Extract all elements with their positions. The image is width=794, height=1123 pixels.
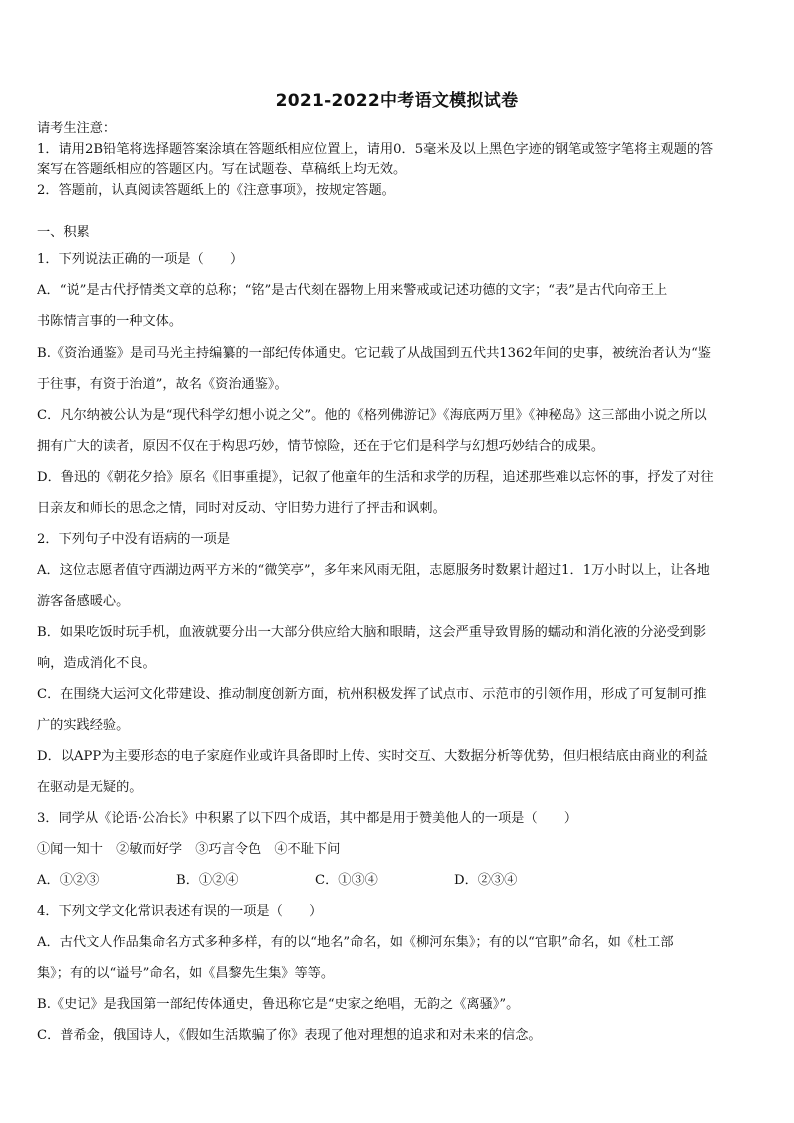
question-stem: 4．下列文学文化常识表述有误的一项是（ ） [37,904,323,919]
option-text: C．凡尔纳被公认为是“现代科学幻想小说之父”。他的《格列佛游记》《海底两万里》《神秘岛》这三部曲小说之所以 [37,408,707,423]
question-stem: 1．下列说法正确的一项是（ ） [37,252,244,267]
option-text: 游客备感暖心。 [37,594,130,609]
answer-option: B．①②④ [176,873,239,888]
notice-line: 案写在答题纸相应的答题区内。写在试题卷、草稿纸上均无效。 [37,162,407,177]
option-text: 响，造成消化不良。 [37,656,156,671]
page-title: 2021-2022中考语文模拟试卷 [275,91,519,111]
option-text: B.《资治通鉴》是司马光主持编纂的一部纪传体通史。它记载了从战国到五代共1362年间的史事，被统治者认为“鉴 [37,346,711,361]
option-text: 于往事，有资于治道”，故名《资治通鉴》。 [37,377,288,392]
option-text: 书陈情言事的一种文体。 [37,314,183,329]
option-text: 集》；有的以“谥号”命名，如《昌黎先生集》等等。 [37,966,335,981]
option-text: C．普希金，俄国诗人，《假如生活欺骗了你》表现了他对理想的追求和对未来的信念。 [37,1028,542,1043]
answer-options [37,871,759,891]
notice-heading: 请考生注意： [37,121,117,136]
answer-option: C．①③④ [315,873,378,888]
question-stem: 3．同学从《论语·公冶长》中积累了以下四个成语，其中都是用于赞美他人的一项是（ ） [37,811,578,826]
option-text: D．以APP为主要形态的电子家庭作业或许具备即时上传、实时交互、大数据分析等优势，但归根结底由商业的利益 [37,749,708,764]
option-text: A．这位志愿者值守西湖边两平方米的“微笑亭”，多年来风雨无阻，志愿服务时数累计超过1．1万小时以上，让各地 [37,563,710,578]
option-text: C．在围绕大运河文化带建设、推动制度创新方面，杭州积极发挥了试点市、示范市的引领作用，形成了可复制可推 [37,687,707,702]
option-text: 日亲友和师长的思念之情，同时对反动、守旧势力进行了抨击和讽刺。 [37,501,446,516]
option-text: B.《史记》是我国第一部纪传体通史，鲁迅称它是“史家之绝唱，无韵之《离骚》”。 [37,997,520,1012]
notice-line: 2．答题前，认真阅读答题纸上的《注意事项》，按规定答题。 [37,183,395,198]
option-text: A．“说”是古代抒情类文章的总称；“铭”是古代刻在器物上用来警戒或记述功德的文字；“表”是古代向帝王上 [37,283,668,298]
option-text: 拥有广大的读者，原因不仅在于构思巧妙，情节惊险，还在于它们是科学与幻想巧妙结合的成果。 [37,439,605,454]
idiom-list: ①闻一知十 ②敏而好学 ③巧言令色 ④不耻下问 [37,842,341,857]
notice-line: 1．请用2B铅笔将选择题答案涂填在答题纸相应位置上，请用0．5毫米及以上黑色字迹的钢笔或签字笔将主观题的答 [37,142,714,157]
question-stem: 2．下列句子中没有语病的一项是 [37,532,231,547]
option-text: D．鲁迅的《朝花夕拾》原名《旧事重提》，记叙了他童年的生活和求学的历程，追述那些难以忘怀的事，抒发了对往 [37,470,714,485]
answer-option: D．②③④ [454,873,518,888]
section-heading: 一、积累 [37,225,90,240]
option-text: B．如果吃饭时玩手机，血液就要分出一大部分供应给大脑和眼睛，这会严重导致胃肠的蠕动和消化液的分泌受到影 [37,625,707,640]
answer-option: A．①②③ [37,873,100,888]
option-text: A．古代文人作品集命名方式多种多样，有的以“地名”命名，如《柳河东集》；有的以“官职”命名，如《杜工部 [37,935,674,950]
option-text: 广的实践经验。 [37,718,130,733]
option-text: 在驱动是无疑的。 [37,780,143,795]
